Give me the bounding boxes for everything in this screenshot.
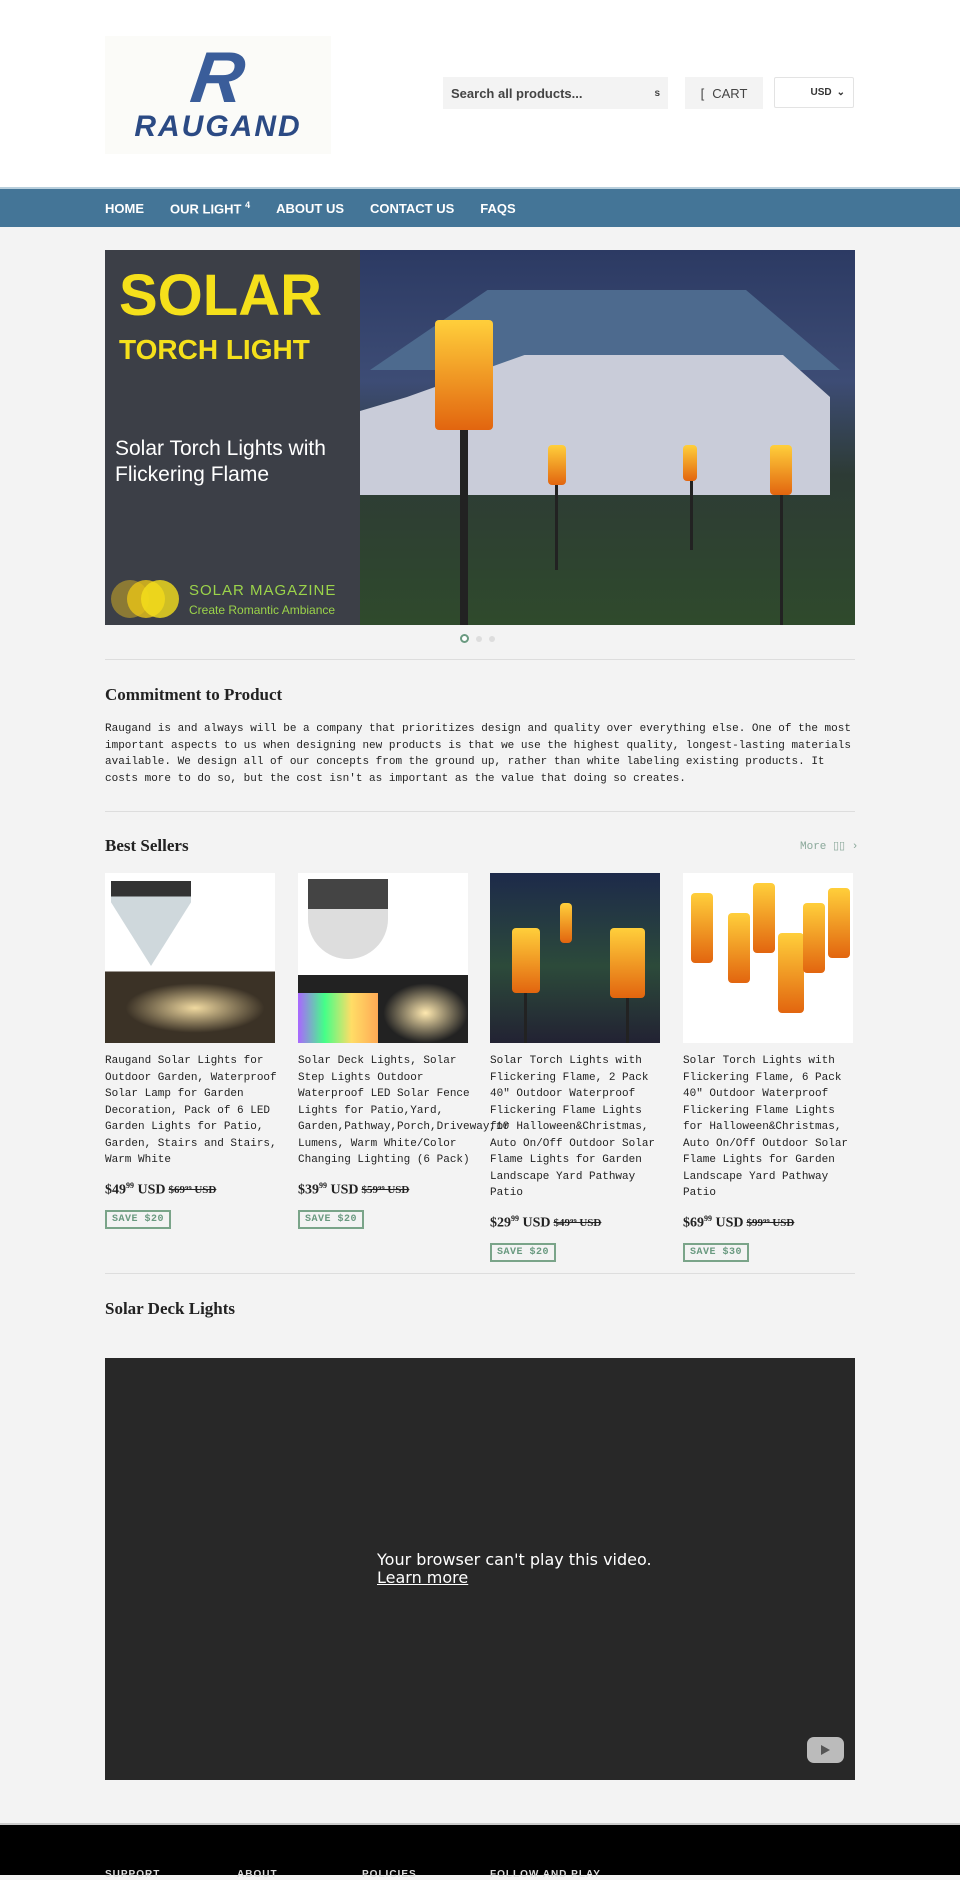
cart-icon: [ [700, 85, 705, 101]
search-icon[interactable]: s [654, 87, 660, 99]
nav-faqs[interactable]: FAQS [480, 200, 516, 216]
original-price: $99⁹⁹ USD [746, 1217, 795, 1230]
logo-wordmark: RAUGAND [134, 110, 302, 143]
divider [105, 811, 855, 812]
logo-mark: R [186, 38, 250, 118]
site-footer [0, 1823, 960, 1880]
product-price: $\$49^{99}$ USD $69⁹⁹ USD [105, 1180, 217, 1198]
slide-tagline: Create Romantic Ambiance [189, 603, 336, 617]
youtube-logo-icon[interactable] [807, 1737, 844, 1763]
slider-dots [460, 634, 495, 643]
more-link[interactable]: More ▯▯ › [800, 841, 859, 853]
divider [105, 1273, 855, 1274]
save-badge: SAVE $20 [105, 1210, 171, 1229]
nav-our-light[interactable] [170, 200, 250, 216]
video-error-text: Your browser can't play this video. [377, 1550, 652, 1569]
product-price: $\$69^{99}$ USD $99⁹⁹ USD [683, 1213, 795, 1231]
product-image-deck-lights[interactable] [298, 873, 468, 1043]
product-price: $\$29^{99}$ USD $49⁹⁹ USD [490, 1213, 602, 1231]
currency-select[interactable] [774, 77, 854, 108]
product-card[interactable] [298, 873, 510, 1229]
footer-heading: SUPPORT [105, 1869, 161, 1880]
slide-description: Solar Torch Lights with Flickering Flame [115, 437, 326, 486]
commitment-text: Raugand is and always will be a company that prioritizes design and quality over everything else. One of the most important aspects to us when designing new products is that we use the highest quality, longest-lasting materials available. We design all of our concepts from the ground up, rather than white labeling existing products. It costs more to do so, but the cost isn't as important as the value that doing so creates. [105, 723, 851, 785]
search-input[interactable] [443, 77, 668, 109]
video-player[interactable] [105, 1358, 855, 1780]
nav-contact-us[interactable]: CONTACT US [370, 200, 455, 216]
slide-brand: SOLAR MAGAZINE [189, 582, 337, 599]
save-badge: SAVE $30 [683, 1243, 749, 1262]
video-error-message [377, 1551, 652, 1587]
slider-dot-1[interactable] [460, 634, 469, 643]
divider [105, 659, 855, 660]
product-card[interactable] [490, 873, 662, 1262]
site-header [0, 0, 960, 187]
slider-dot-2[interactable] [476, 636, 482, 642]
footer-heading: POLICIES [362, 1869, 417, 1880]
cart-button[interactable] [685, 77, 763, 109]
slide-title: SOLAR [119, 263, 322, 328]
video-section-heading: Solar Deck Lights [105, 1299, 236, 1318]
product-card[interactable] [105, 873, 277, 1229]
product-title[interactable]: Solar Torch Lights with Flickering Flame, 2 Pack 40" Outdoor Waterproof Flickering Flame Lights for Halloween&Christmas, Auto On/Off Outdoor Solar Flame Lights for Garden Landscape Yard Pathway Patio [490, 1055, 656, 1199]
save-badge: SAVE $20 [298, 1210, 364, 1229]
original-price: $49⁹⁹ USD [553, 1217, 602, 1230]
product-price: $\$39^{99}$ USD $59⁹⁹ USD [298, 1180, 410, 1198]
product-title[interactable]: Raugand Solar Lights for Outdoor Garden, Waterproof Solar Lamp for Garden Decoration, Pack of 6 LED Garden Lights for Patio, Garden, Stairs and Stairs, Warm White [105, 1055, 277, 1166]
original-price: $59⁹⁹ USD [361, 1184, 410, 1197]
slide-subtitle: TORCH LIGHT [119, 334, 310, 365]
product-image-torch-2-pack[interactable] [490, 873, 660, 1043]
brand-logo[interactable] [105, 36, 331, 154]
search-placeholder: Search all products... [451, 85, 583, 101]
commitment-heading: Commitment to Product [105, 685, 283, 704]
product-title[interactable]: Solar Torch Lights with Flickering Flame, 6 Pack 40" Outdoor Waterproof Flickering Flame Lights for Halloween&Christmas, Auto On/Off Outdoor Solar Flame Lights for Garden Landscape Yard Pathway Patio [683, 1055, 849, 1199]
hero-slider[interactable] [105, 250, 855, 625]
cart-label: CART [712, 85, 748, 101]
original-price: $69⁹⁹ USD [168, 1184, 217, 1197]
learn-more-link[interactable]: Learn more [377, 1568, 469, 1587]
product-image-diamond-lights[interactable] [105, 873, 275, 1043]
product-title[interactable]: Solar Deck Lights, Solar Step Lights Outdoor Waterproof LED Solar Fence Lights for Patio,Yard, Garden,Pathway,Porch,Driveway,10 Lumens, Warm White/Color Changing Lighting (6 Pack) [298, 1055, 510, 1166]
best-sellers-heading: Best Sellers [105, 836, 189, 855]
save-badge: SAVE $20 [490, 1243, 556, 1262]
product-image-torch-6-pack[interactable] [683, 873, 853, 1043]
nav-dropdown-indicator: 4 [245, 199, 251, 210]
slide-banner-text [105, 250, 360, 625]
slider-dot-3[interactable] [489, 636, 495, 642]
nav-home[interactable]: HOME [105, 200, 144, 216]
currency-value: USD [810, 87, 832, 98]
main-nav [0, 187, 960, 227]
product-card[interactable] [683, 873, 855, 1262]
nav-our-light-label: OUR LIGHT [170, 201, 242, 217]
nav-about-us[interactable]: ABOUT US [276, 200, 345, 216]
brand-circles-icon [111, 580, 181, 620]
footer-heading: FOLLOW AND PLAY [490, 1869, 601, 1880]
footer-heading: ABOUT [237, 1869, 278, 1880]
slide-photo-torch-lights [360, 250, 855, 625]
chevron-down-icon: ⌄ [836, 87, 845, 98]
